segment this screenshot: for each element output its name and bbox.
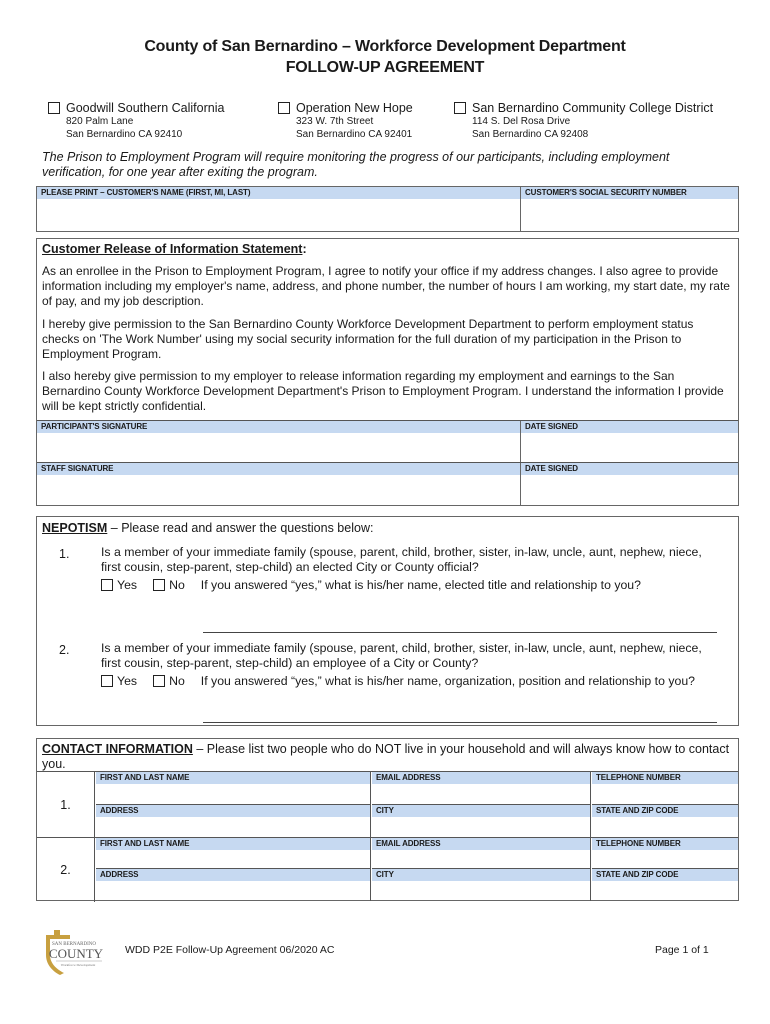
participant-signature-label: PARTICIPANT'S SIGNATURE bbox=[37, 421, 520, 433]
org-address-line2: San Bernardino CA 92408 bbox=[472, 129, 589, 140]
svg-text:COUNTY: COUNTY bbox=[48, 946, 104, 961]
contact-heading-text: CONTACT INFORMATION bbox=[42, 742, 193, 756]
staff-signature-field[interactable] bbox=[37, 463, 520, 506]
question-1-options bbox=[101, 578, 641, 592]
name-label: FIRST AND LAST NAME bbox=[96, 772, 370, 784]
customer-name-label: PLEASE PRINT – CUSTOMER'S NAME (FIRST, MI, LAST) bbox=[37, 187, 520, 199]
org-name: Operation New Hope bbox=[296, 101, 413, 115]
question-2-followup: If you answered “yes,” what is his/her name, organization, position and relationship to you? bbox=[200, 674, 695, 688]
org-checkbox-sbccd[interactable] bbox=[454, 102, 466, 114]
contact-2-phone-field[interactable] bbox=[592, 838, 738, 870]
contact-entry-number: 1. bbox=[37, 772, 95, 837]
participant-signature-field[interactable] bbox=[37, 421, 520, 462]
question-2-number: 2. bbox=[59, 643, 70, 657]
participant-signature-row bbox=[37, 420, 738, 463]
contact-1-name-field[interactable] bbox=[96, 772, 371, 804]
release-heading-text: Customer Release of Information Statement bbox=[42, 242, 303, 256]
release-paragraph-1: As an enrollee in the Prison to Employment Program, I agree to notify your office if my address changes. I also agree to provide information including my employer's name, address, and phone number, the number of hours I am working, my start date, my rate of pay, and my job description. bbox=[42, 264, 730, 309]
release-paragraph-2: I hereby give permission to the San Bernardino County Workforce Development Department to perform employment status checks on 'The Work Number' using my social security information for the full duration of my participation in the Prison to Employment Program. bbox=[42, 317, 694, 362]
question-1-followup: If you answered “yes,” what is his/her name, elected title and relationship to you? bbox=[200, 578, 641, 592]
question-1-answer-line[interactable] bbox=[203, 632, 717, 633]
question-2-no-checkbox[interactable] bbox=[153, 675, 165, 687]
contact-table bbox=[37, 771, 738, 901]
email-label: EMAIL ADDRESS bbox=[372, 772, 590, 784]
staff-date-field[interactable] bbox=[521, 463, 738, 506]
org-address-line1: 820 Palm Lane bbox=[66, 116, 134, 127]
statezip-label: STATE AND ZIP CODE bbox=[592, 869, 738, 881]
contact-heading bbox=[42, 742, 732, 772]
contact-1-city-field[interactable] bbox=[372, 804, 591, 837]
svg-text:SAN BERNARDINO: SAN BERNARDINO bbox=[51, 942, 97, 947]
staff-signature-label: STAFF SIGNATURE bbox=[37, 463, 520, 475]
question-1-yes-checkbox[interactable] bbox=[101, 579, 113, 591]
county-logo bbox=[40, 927, 106, 977]
yes-label: Yes bbox=[117, 578, 138, 592]
no-label: No bbox=[169, 674, 185, 688]
contact-intro: – Please list two people who do NOT live in your household and will always know how to contact you. bbox=[42, 742, 730, 771]
phone-label: TELEPHONE NUMBER bbox=[592, 838, 738, 850]
contact-2-statezip-field[interactable] bbox=[592, 868, 738, 901]
contact-entry-2 bbox=[37, 837, 738, 902]
org-option-sbccd bbox=[454, 101, 713, 141]
question-2-yes-option[interactable] bbox=[101, 674, 137, 688]
contact-2-email-field[interactable] bbox=[372, 838, 591, 870]
question-2-text: Is a member of your immediate family (spouse, parent, child, brother, sister, in-law, uncle, aunt, nephew, niece, first cousin, step-parent, step-child) an employee of a City or County? bbox=[101, 641, 702, 670]
question-1-no-checkbox[interactable] bbox=[153, 579, 165, 591]
customer-ssn-field[interactable] bbox=[521, 187, 738, 231]
phone-label: TELEPHONE NUMBER bbox=[592, 772, 738, 784]
org-address-line2: San Bernardino CA 92410 bbox=[66, 129, 183, 140]
nepotism-intro: – Please read and answer the questions below: bbox=[107, 521, 374, 535]
customer-name-field[interactable] bbox=[37, 187, 520, 231]
org-address-line2: San Bernardino CA 92401 bbox=[296, 129, 413, 140]
name-label: FIRST AND LAST NAME bbox=[96, 838, 370, 850]
org-name: Goodwill Southern California bbox=[66, 101, 225, 115]
contact-2-address-field[interactable] bbox=[96, 868, 371, 901]
org-checkbox-operation-new-hope[interactable] bbox=[278, 102, 290, 114]
email-label: EMAIL ADDRESS bbox=[372, 838, 590, 850]
org-name: San Bernardino Community College District bbox=[472, 101, 714, 115]
contact-2-city-field[interactable] bbox=[372, 868, 591, 901]
org-checkbox-goodwill[interactable] bbox=[48, 102, 60, 114]
contact-1-statezip-field[interactable] bbox=[592, 804, 738, 837]
yes-label: Yes bbox=[117, 674, 138, 688]
contact-1-email-field[interactable] bbox=[372, 772, 591, 804]
svg-text:Workforce Development: Workforce Development bbox=[60, 963, 96, 967]
question-1-number: 1. bbox=[59, 547, 70, 561]
nepotism-heading bbox=[42, 521, 373, 535]
contact-information-section bbox=[36, 738, 739, 901]
page-number: Page 1 of 1 bbox=[655, 944, 709, 956]
release-heading-colon: : bbox=[302, 242, 307, 256]
county-shield-icon bbox=[40, 927, 106, 977]
question-2-answer-line[interactable] bbox=[203, 722, 717, 723]
question-1-yes-option[interactable] bbox=[101, 578, 137, 592]
org-option-operation-new-hope bbox=[278, 101, 413, 141]
contact-1-address-field[interactable] bbox=[96, 804, 371, 837]
customer-info-box bbox=[36, 186, 739, 232]
participant-date-field[interactable] bbox=[521, 421, 738, 462]
form-title: FOLLOW-UP AGREEMENT bbox=[285, 59, 485, 76]
contact-entry-1 bbox=[37, 772, 738, 837]
staff-signature-row bbox=[37, 462, 738, 505]
org-option-goodwill bbox=[48, 101, 224, 141]
address-label: ADDRESS bbox=[96, 805, 370, 817]
nepotism-heading-text: NEPOTISM bbox=[42, 521, 108, 535]
participant-date-label: DATE SIGNED bbox=[521, 421, 738, 433]
question-2-options bbox=[101, 674, 695, 688]
org-address-line1: 114 S. Del Rosa Drive bbox=[472, 116, 571, 127]
city-label: CITY bbox=[372, 805, 590, 817]
address-label: ADDRESS bbox=[96, 869, 370, 881]
no-label: No bbox=[169, 578, 185, 592]
org-address-line1: 323 W. 7th Street bbox=[296, 116, 374, 127]
nepotism-section bbox=[36, 516, 739, 726]
release-paragraph-3: I also hereby give permission to my employer to release information regarding my employment and earnings to the San Bernardino County Workforce Development Department's Prison to Employment Program. I understand the information I provide will be kept strictly confidential. bbox=[42, 369, 724, 414]
contact-2-name-field[interactable] bbox=[96, 838, 371, 870]
city-label: CITY bbox=[372, 869, 590, 881]
release-heading bbox=[42, 242, 307, 256]
question-2-no-option[interactable] bbox=[153, 674, 185, 688]
question-1-no-option[interactable] bbox=[153, 578, 185, 592]
question-2-yes-checkbox[interactable] bbox=[101, 675, 113, 687]
staff-date-label: DATE SIGNED bbox=[521, 463, 738, 475]
statezip-label: STATE AND ZIP CODE bbox=[592, 805, 738, 817]
question-1-text: Is a member of your immediate family (spouse, parent, child, brother, sister, in-law, uncle, aunt, nephew, niece, first cousin, step-parent, step-child) an elected City or County official? bbox=[101, 545, 702, 574]
release-statement-section bbox=[36, 238, 739, 506]
program-intro: The Prison to Employment Program will require monitoring the progress of our participants, including employment verification, for one year after exiting the program. bbox=[42, 150, 670, 179]
form-identifier: WDD P2E Follow-Up Agreement 06/2020 AC bbox=[125, 944, 335, 956]
contact-1-phone-field[interactable] bbox=[592, 772, 738, 804]
customer-ssn-label: CUSTOMER'S SOCIAL SECURITY NUMBER bbox=[521, 187, 738, 199]
page-title: County of San Bernardino – Workforce Development Department bbox=[144, 38, 626, 55]
contact-entry-number: 2. bbox=[37, 838, 95, 902]
